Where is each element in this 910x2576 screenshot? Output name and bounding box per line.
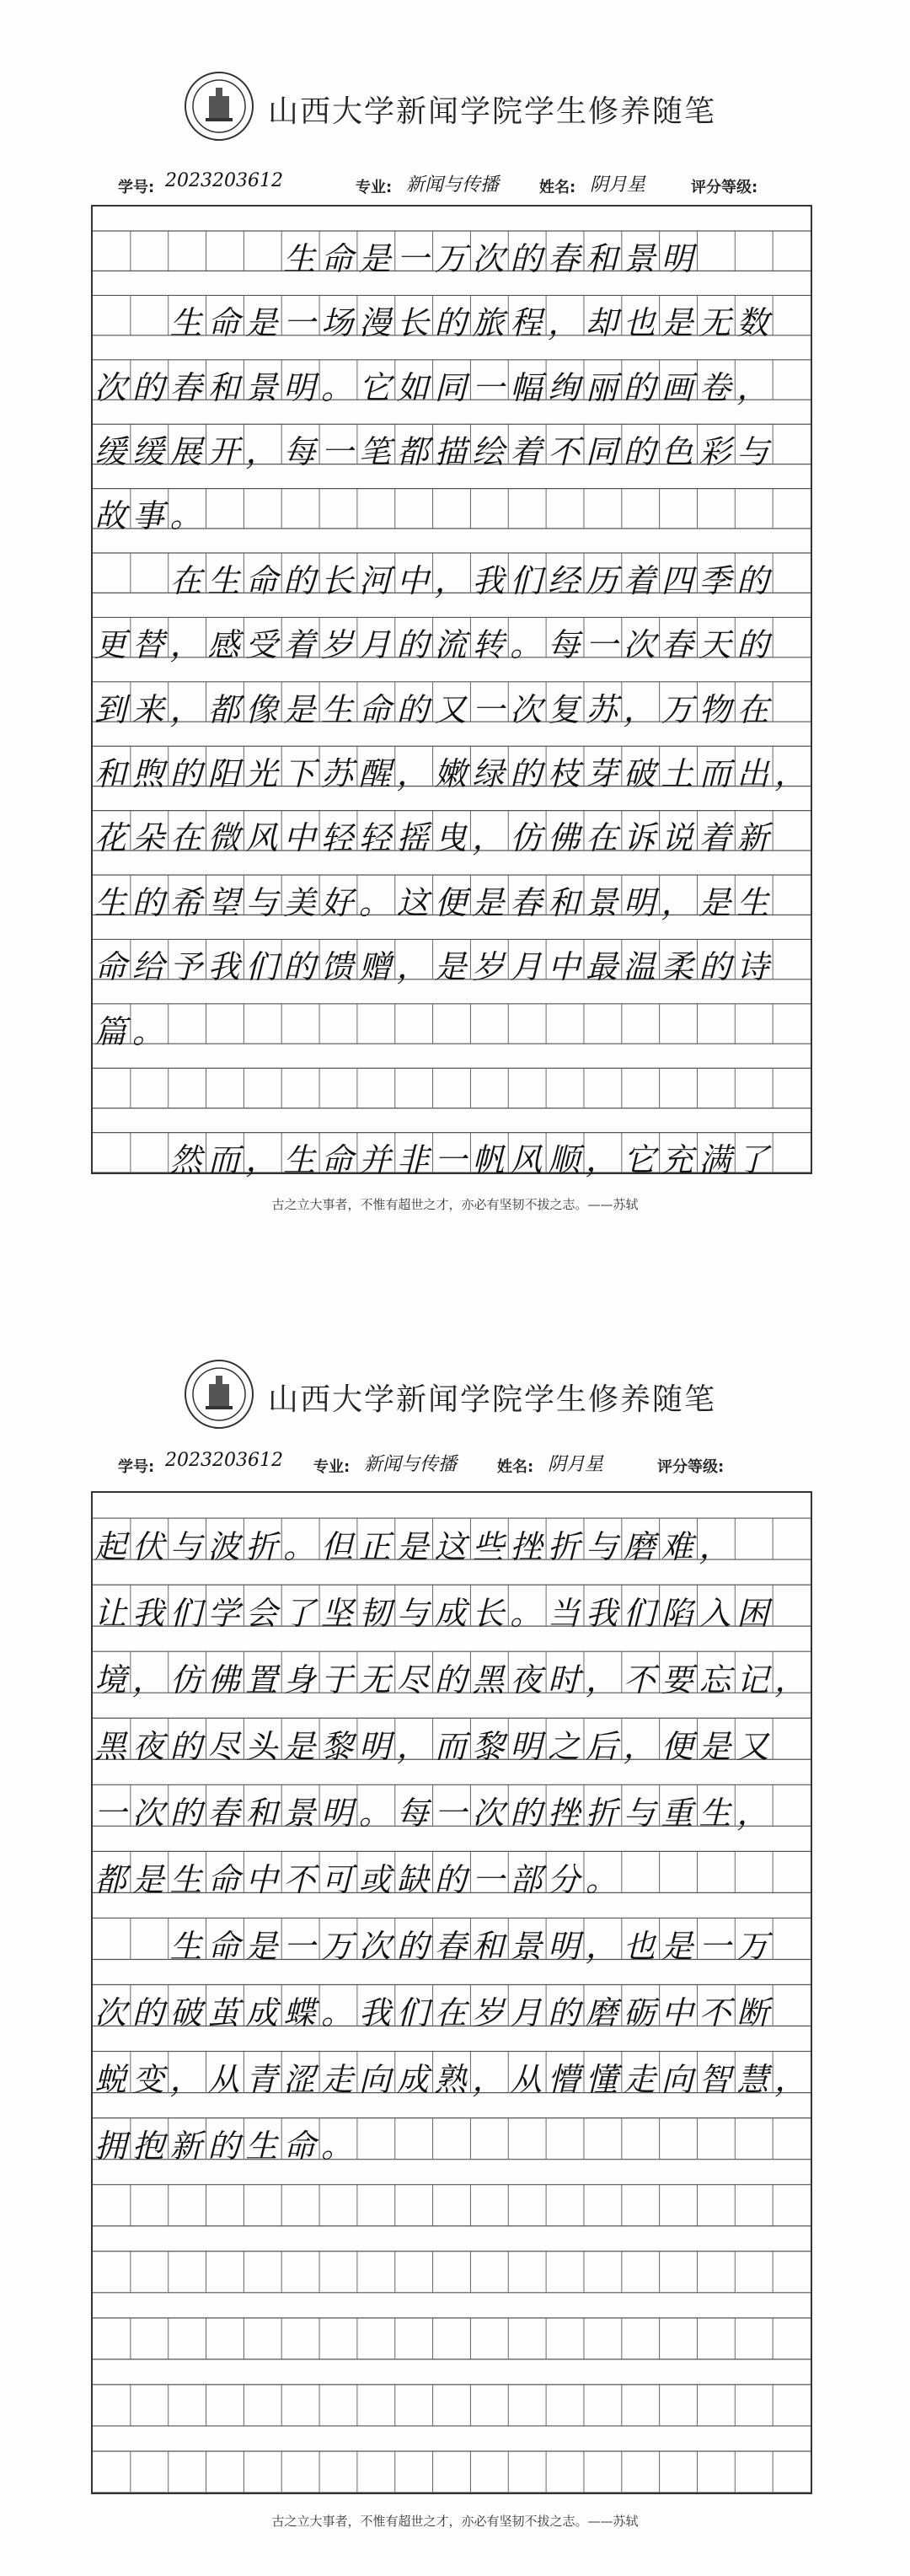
text-line: 生命是一万次的春和景明 — [283, 239, 699, 277]
university-seal-icon — [184, 1359, 254, 1430]
grade-label: 评分等级: — [691, 179, 758, 196]
text-line: 次的破茧成蝶。我们在岁月的磨砺中不断 — [94, 1994, 775, 2032]
student-id-value: 2023203612 — [165, 170, 283, 191]
student-info-row — [118, 167, 809, 201]
text-line: 境，仿佛置身于无尽的黑夜时，不要忘记， — [94, 1661, 813, 1699]
text-line: 拥抱新的生命。 — [94, 2128, 359, 2165]
text-line: 更替，感受着岁月的流转。每一次春天的 — [94, 626, 775, 664]
grade-label: 评分等级: — [657, 1458, 725, 1476]
name-value: 阴月星 — [590, 174, 646, 196]
text-line: 到来，都像是生命的又一次复苏，万物在 — [94, 690, 775, 728]
text-line: 和煦的阳光下苏醒，嫩绿的枝芽破土而出， — [94, 754, 813, 792]
student-id-label: 学号: — [118, 1458, 155, 1476]
text-line: 一次的春和景明。每一次的挫折与重生， — [94, 1794, 775, 1832]
page-footer-quote: 古之立大事者，不惟有超世之才，亦必有坚韧不拔之志。——苏轼 — [271, 1197, 639, 1212]
text-line: 篇。 — [94, 1012, 170, 1050]
page-title: 山西大学新闻学院学生修养随笔 — [268, 1382, 717, 1417]
text-line: 花朵在微风中轻轻摇曳，仿佛在诉说着新 — [94, 819, 775, 857]
major-value: 新闻与传播 — [406, 174, 500, 196]
text-line: 起伏与波折。但正是这些挫折与磨难， — [94, 1527, 737, 1565]
major-label: 专业: — [313, 1458, 351, 1476]
text-line: 命给予我们的馈赠，是岁月中最温柔的诗 — [94, 948, 775, 986]
name-label: 姓名: — [497, 1458, 534, 1476]
text-line: 都是生命中不可或缺的一部分。 — [94, 1860, 624, 1898]
text-line: 生命是一场漫长的旅程，却也是无数 — [169, 304, 775, 342]
text-line: 故事。 — [94, 497, 208, 535]
page-header — [0, 71, 910, 164]
student-info-row — [118, 1446, 809, 1480]
page-header — [0, 1359, 910, 1452]
essay-page-2 — [0, 1288, 910, 2576]
text-line: 次的春和景明。它如同一幅绚丽的画卷， — [94, 368, 775, 406]
text-line: 生命是一万次的春和景明，也是一万 — [169, 1927, 775, 1965]
student-id-label: 学号: — [118, 179, 155, 196]
text-line: 让我们学会了坚韧与成长。当我们陷入困 — [94, 1594, 775, 1632]
name-label: 姓名: — [539, 179, 576, 196]
text-line: 在生命的长河中，我们经历着四季的 — [169, 561, 775, 599]
writing-grid — [91, 205, 813, 1179]
page-footer-quote: 古之立大事者，不惟有超世之才，亦必有坚韧不拔之志。——苏轼 — [271, 2514, 639, 2529]
name-value: 阴月星 — [548, 1454, 604, 1475]
major-label: 专业: — [356, 179, 393, 196]
writing-grid — [91, 1491, 812, 2494]
university-seal-icon — [184, 71, 254, 142]
major-value: 新闻与传播 — [364, 1454, 458, 1475]
text-line: 蜕变，从青涩走向成熟，从懵懂走向智慧， — [94, 2061, 813, 2099]
text-line: 黑夜的尽头是黎明，而黎明之后，便是又 — [94, 1727, 775, 1765]
student-id-value: 2023203612 — [165, 1450, 283, 1471]
text-line: 缓缓展开，每一笔都描绘着不同的色彩与 — [94, 432, 775, 470]
page-title: 山西大学新闻学院学生修养随笔 — [268, 94, 717, 129]
text-line: 生的希望与美好。这便是春和景明，是生 — [94, 883, 775, 921]
text-line: 然而，生命并非一帆风顺，它充满了 — [169, 1141, 775, 1179]
